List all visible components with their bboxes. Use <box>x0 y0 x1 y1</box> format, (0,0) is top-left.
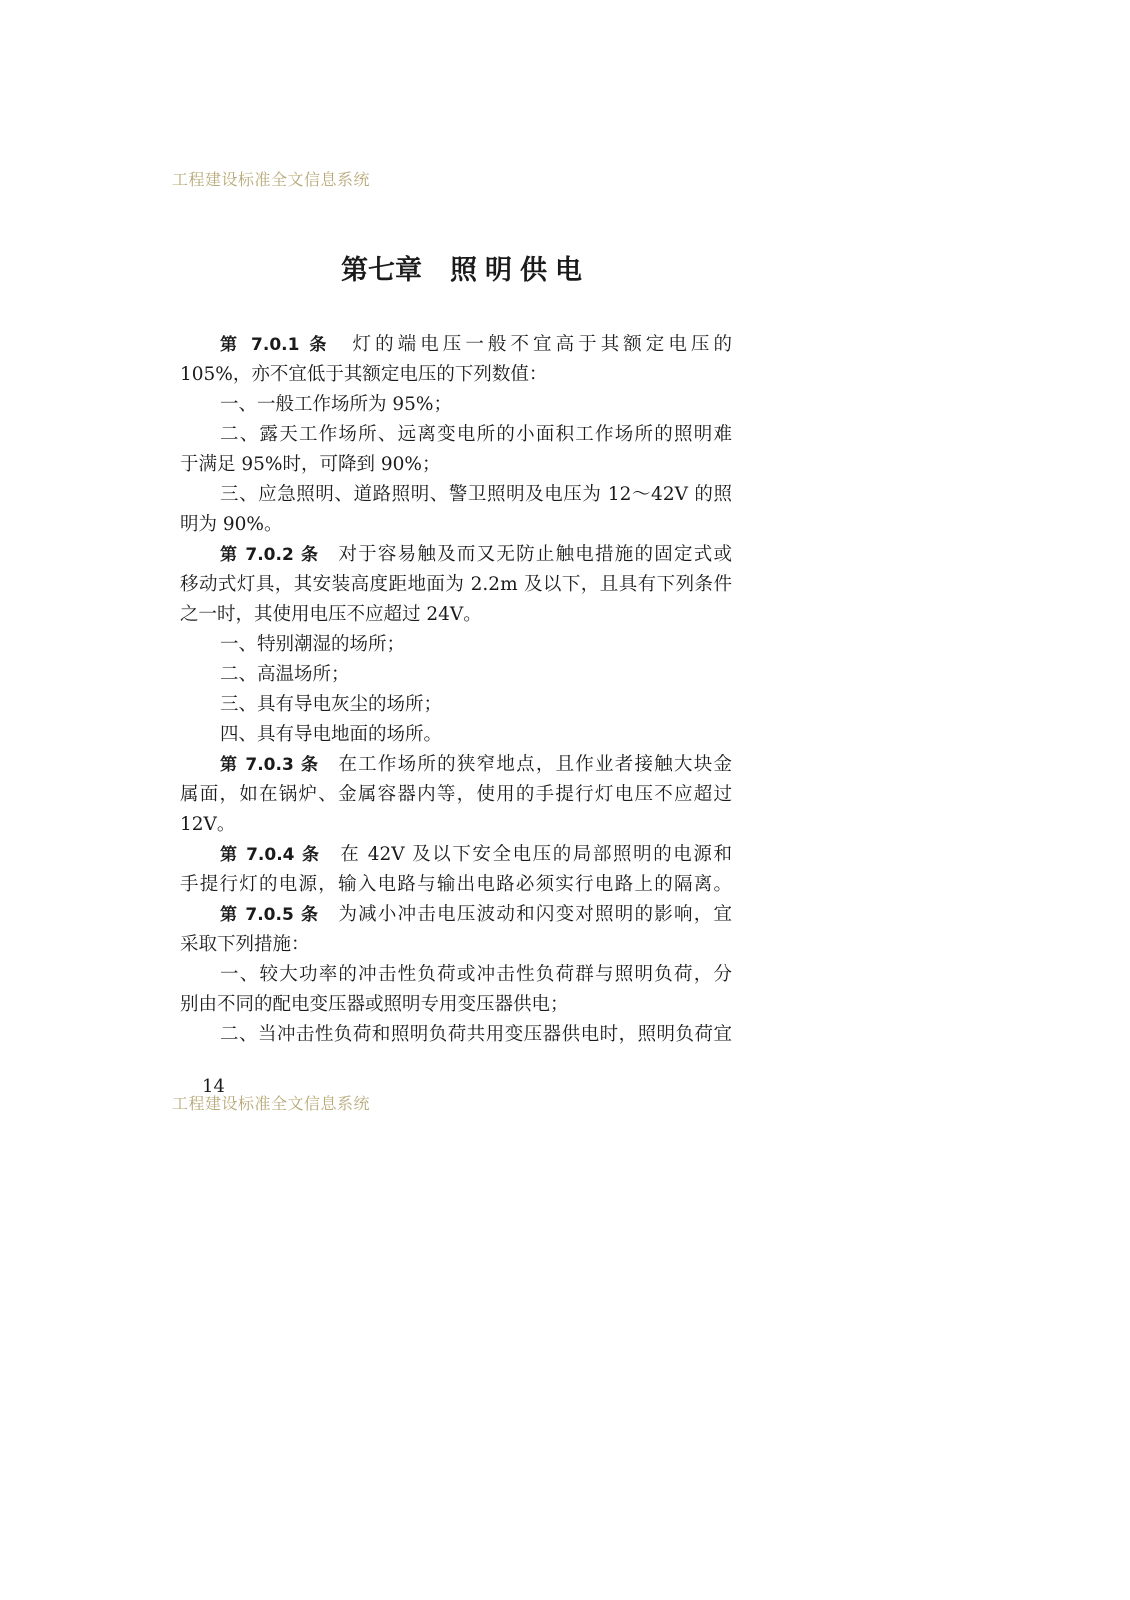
line-text: 灯的端电压一般不宜高于其额定电压的 <box>348 334 732 355</box>
text-line <box>180 570 732 600</box>
text-line <box>180 450 732 480</box>
text-line <box>180 630 732 660</box>
line-text: 移动式灯具，其安装高度距地面为 2.2m 及以下，且具有下列条件 <box>180 574 732 595</box>
clause-number: 第 7.0.1 条 <box>220 335 331 355</box>
clause-number: 第 7.0.2 条 <box>220 545 320 565</box>
watermark-bottom: 工程建设标准全文信息系统 <box>172 1094 371 1113</box>
text-line <box>180 600 732 630</box>
line-text: 三、应急照明、道路照明、警卫照明及电压为 12～42V 的照 <box>220 484 732 505</box>
line-text: 二、当冲击性负荷和照明负荷共用变压器供电时，照明负荷宜 <box>220 1024 732 1045</box>
chapter-number: 第七章 <box>341 255 422 286</box>
chapter-title <box>341 248 590 287</box>
line-text: 12V。 <box>180 814 236 835</box>
line-text: 二、露天工作场所、远离变电所的小面积工作场所的照明难 <box>220 424 732 445</box>
line-text: 在工作场所的狭窄地点，且作业者接触大块金 <box>337 754 732 775</box>
line-text: 采取下列措施： <box>180 934 310 955</box>
line-text: 手提行灯的电源，输入电路与输出电路必须实行电路上的隔离。 <box>180 874 732 895</box>
line-text: 三、具有导电灰尘的场所； <box>220 694 443 715</box>
chapter-name: 照明供电 <box>450 255 590 286</box>
text-line <box>180 810 732 840</box>
watermark-top: 工程建设标准全文信息系统 <box>172 170 371 189</box>
text-line <box>180 780 732 810</box>
line-text: 四、具有导电地面的场所。 <box>220 724 443 745</box>
line-text: 之一时，其使用电压不应超过 24V。 <box>180 604 482 625</box>
text-line <box>180 480 732 510</box>
line-text: 属面，如在锅炉、金属容器内等，使用的手提行灯电压不应超过 <box>180 784 732 805</box>
text-line <box>180 360 732 390</box>
text-line <box>180 540 732 570</box>
clause-number: 第 7.0.5 条 <box>220 905 320 925</box>
text-line <box>180 330 732 360</box>
text-line <box>180 660 732 690</box>
text-line <box>180 870 732 900</box>
line-text: 105%，亦不宜低于其额定电压的下列数值： <box>180 364 548 385</box>
text-line <box>180 690 732 720</box>
text-line <box>180 1020 732 1050</box>
line-text: 在 42V 及以下安全电压的局部照明的电源和 <box>338 844 732 865</box>
body-text <box>180 330 732 1050</box>
line-text: 为减小冲击电压波动和闪变对照明的影响，宜 <box>337 904 732 925</box>
text-line <box>180 390 732 420</box>
text-line <box>180 720 732 750</box>
text-line <box>180 510 732 540</box>
line-text: 一、较大功率的冲击性负荷或冲击性负荷群与照明负荷，分 <box>220 964 732 985</box>
line-text: 一、特别潮湿的场所； <box>220 634 406 655</box>
text-line <box>180 840 732 870</box>
line-text: 对于容易触及而又无防止触电措施的固定式或 <box>337 544 732 565</box>
text-line <box>180 990 732 1020</box>
text-line <box>180 750 732 780</box>
line-text: 二、高温场所； <box>220 664 350 685</box>
text-line <box>180 900 732 930</box>
text-line <box>180 960 732 990</box>
line-text: 别由不同的配电变压器或照明专用变压器供电； <box>180 994 569 1015</box>
line-text: 于满足 95%时，可降到 90%； <box>180 454 441 475</box>
line-text: 明为 90%。 <box>180 514 283 535</box>
page-number: 14 <box>202 1076 225 1097</box>
text-line <box>180 420 732 450</box>
clause-number: 第 7.0.3 条 <box>220 755 320 775</box>
line-text: 一、一般工作场所为 95%； <box>220 394 453 415</box>
text-line <box>180 930 732 960</box>
clause-number: 第 7.0.4 条 <box>220 845 321 865</box>
